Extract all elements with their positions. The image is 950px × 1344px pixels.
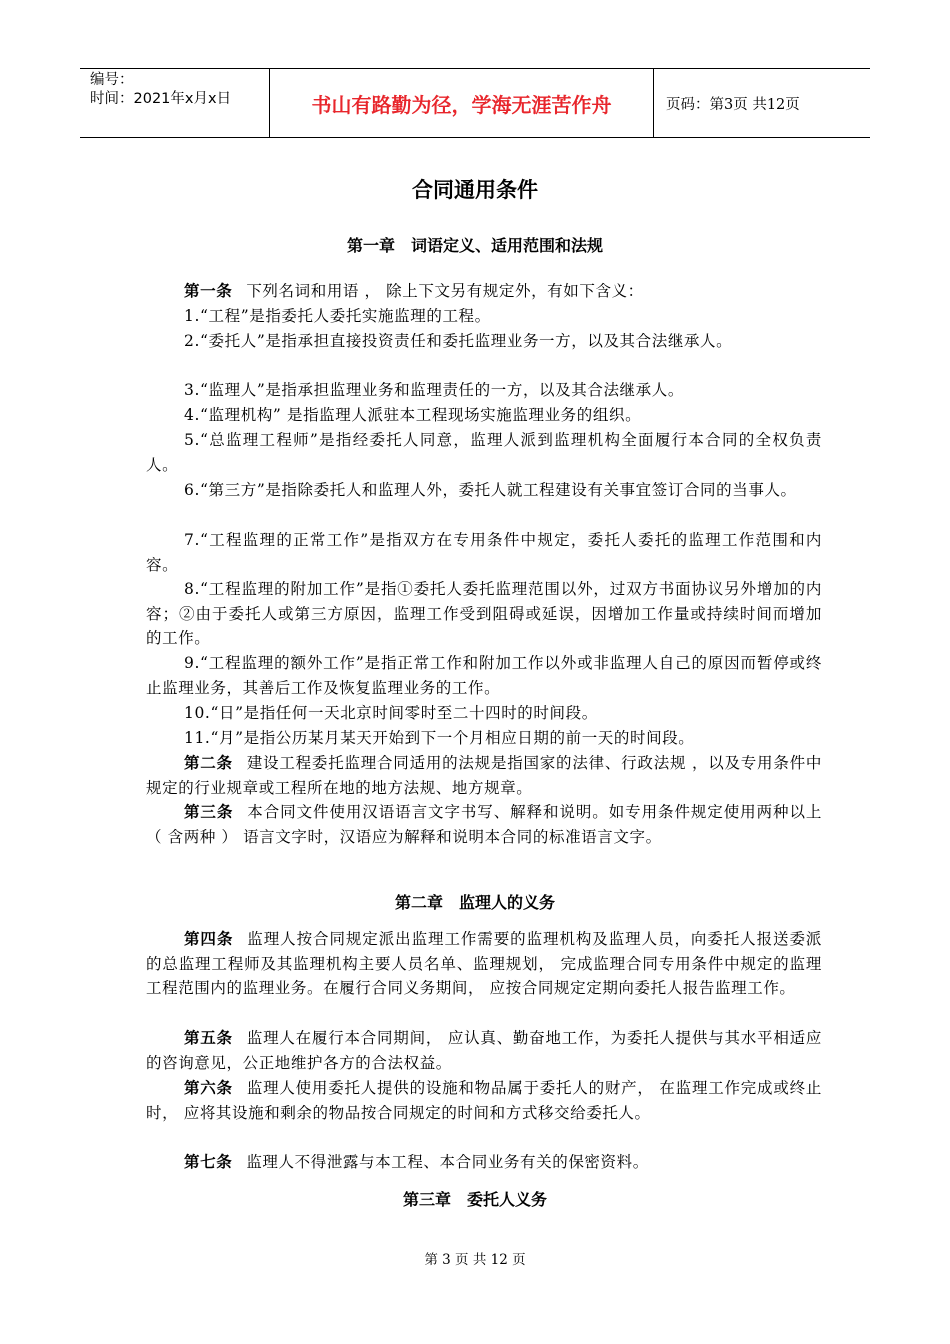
header-motto: 书山有路勤为径，学海无涯苦作舟 (270, 69, 654, 137)
article-label: 第六条 (184, 1079, 233, 1097)
paragraph-text: 9.“工程监理的额外工作”是指正常工作和附加工作以外或非监理人自己的原因而暂停或终止监理业务，其善后工作及恢复监理业务的工作。 (146, 654, 822, 697)
paragraph (146, 1026, 822, 1075)
chapter-heading (0, 890, 950, 913)
paragraph-text: 5.“总监理工程师”是指经委托人同意，监理人派到监理机构全面履行本合同的全权负责人。 (146, 431, 822, 474)
paragraph-text: 本合同文件使用汉语语言文字书写、解释和说明。如专用条件规定使用两种以上 （ 含两种 ） 语言文字时，汉语应为解释和说明本合同的标准语言文字。 (146, 803, 822, 846)
paragraph (146, 428, 822, 477)
chapter-heading (0, 233, 950, 256)
paragraph (146, 751, 822, 800)
paragraph (146, 478, 822, 503)
paragraph-text: 建设工程委托监理合同适用的法规是指国家的法律、行政法规 ，以及专用条件中规定的行业规章或工程所在地的地方法规、地方规章。 (146, 754, 822, 797)
paragraph-text: 10.“日”是指任何一天北京时间零时至二十四时的时间段。 (184, 704, 598, 722)
article-label: 第四条 (184, 930, 234, 948)
paragraph-text: 下列名词和用语 ， 除上下文另有规定外，有如下含义： (246, 282, 644, 300)
chapter-name: 监理人的义务 (459, 893, 556, 912)
page-header (80, 68, 870, 138)
paragraph (146, 528, 822, 577)
paragraph (146, 1076, 822, 1125)
article-label: 第二条 (184, 754, 233, 772)
header-page-info: 页码：第3页 共12页 (666, 96, 800, 113)
paragraph-text: 6.“第三方”是指除委托人和监理人外，委托人就工程建设有关事宜签订合同的当事人。 (184, 481, 797, 499)
paragraph-text: 1.“工程”是指委托人委托实施监理的工程。 (184, 307, 491, 325)
paragraph-text: 8.“工程监理的附加工作”是指①委托人委托监理范围以外，过双方书面协议另外增加的内容；②由于委托人或第三方原因，监理工作受到阻碍或延误，因增加工作量或持续时间而增加的工作。 (146, 580, 822, 648)
header-meta (80, 69, 270, 137)
article-label: 第五条 (184, 1029, 233, 1047)
paragraph-text: 监理人不得泄露与本工程、本合同业务有关的保密资料。 (246, 1153, 649, 1171)
paragraph (146, 726, 822, 751)
paragraph (146, 701, 822, 726)
paragraph (146, 800, 822, 849)
chapter-heading (0, 1187, 950, 1210)
paragraph-text: 2.“委托人”是指承担直接投资责任和委托监理业务一方，以及其合法继承人。 (184, 332, 733, 350)
chapter-name: 委托人义务 (467, 1190, 548, 1209)
article-label: 第七条 (184, 1153, 233, 1171)
paragraph (146, 927, 822, 1001)
chapter-number: 第一章 (346, 236, 395, 255)
chapter-name: 词语定义、适用范围和法规 (411, 236, 604, 255)
paragraph-text: 监理人在履行本合同期间， 应认真、勤奋地工作，为委托人提供与其水平相适应的咨询意见，公正地维护各方的合法权益。 (146, 1029, 822, 1072)
paragraph-text: 4.“监理机构” 是指监理人派驻本工程现场实施监理业务的组织。 (184, 406, 642, 424)
page-footer: 第 3 页 共 12 页 (424, 1252, 526, 1268)
paragraph (146, 279, 822, 304)
article-label: 第一条 (184, 282, 233, 300)
paragraph-text: 7.“工程监理的正常工作”是指双方在专用条件中规定，委托人委托的监理工作范围和内容。 (146, 531, 822, 574)
paragraph (146, 651, 822, 700)
paragraph-text: 11.“月”是指公历某月某天开始到下一个月相应日期的前一天的时间段。 (184, 729, 695, 747)
paragraph-text: 监理人使用委托人提供的设施和物品属于委托人的财产， 在监理工作完成或终止时， 应将其设施和剩余的物品按合同规定的时间和方式移交给委托人。 (146, 1079, 822, 1122)
chapter-number: 第二章 (394, 893, 443, 912)
document-date: 时间：2021年x月x日 (90, 91, 232, 107)
paragraph-text: 3.“监理人”是指承担监理业务和监理责任的一方，以及其合法继承人。 (184, 381, 684, 399)
paragraph (146, 304, 822, 329)
document-number-label: 编号： (90, 72, 134, 88)
paragraph (146, 577, 822, 651)
article-label: 第三条 (184, 803, 234, 821)
paragraph (146, 403, 822, 428)
document-title: 合同通用条件 (412, 178, 538, 202)
paragraph (146, 329, 822, 354)
paragraph (146, 378, 822, 403)
paragraph-text: 监理人按合同规定派出监理工作需要的监理机构及监理人员，向委托人报送委派的总监理工程师及其监理机构主要人员名单、监理规划， 完成监理合同专用条件中规定的监理工程范围内的监理业务。在履行合同义务期间， 应按合同规定定期向委托人报告监理工作。 (146, 930, 822, 998)
chapter-number: 第三章 (402, 1190, 451, 1209)
paragraph (146, 1150, 822, 1175)
